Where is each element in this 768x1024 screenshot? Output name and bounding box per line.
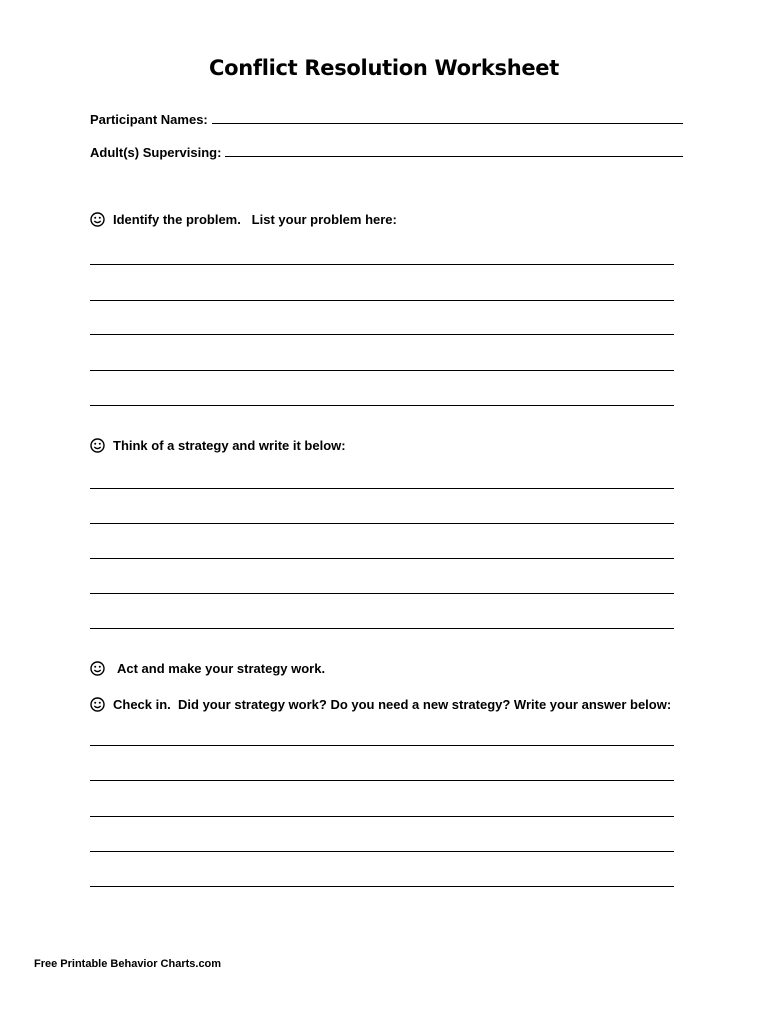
- smiley-icon: [90, 697, 105, 712]
- adults-supervising-blank[interactable]: [225, 155, 683, 157]
- adults-supervising-field: [90, 145, 683, 160]
- answer-line[interactable]: [90, 523, 674, 524]
- step-text: Identify the problem. List your problem here:: [113, 212, 397, 227]
- smiley-icon: [90, 212, 105, 227]
- step-act: [90, 661, 325, 676]
- answer-line[interactable]: [90, 886, 674, 887]
- step-identify-problem: [90, 212, 397, 227]
- adults-supervising-label: Adult(s) Supervising:: [90, 145, 222, 160]
- answer-line[interactable]: [90, 334, 674, 335]
- participant-names-blank[interactable]: [212, 122, 683, 124]
- smiley-icon: [90, 661, 105, 676]
- worksheet-title: Conflict Resolution Worksheet: [209, 56, 559, 80]
- footer-source: Free Printable Behavior Charts.com: [34, 958, 222, 970]
- answer-line[interactable]: [90, 370, 674, 371]
- answer-line[interactable]: [90, 300, 674, 301]
- answer-line[interactable]: [90, 780, 674, 781]
- answer-line[interactable]: [90, 488, 674, 489]
- answer-line[interactable]: [90, 816, 674, 817]
- answer-line[interactable]: [90, 745, 674, 746]
- answer-line[interactable]: [90, 593, 674, 594]
- answer-line[interactable]: [90, 264, 674, 265]
- step-check-in: [90, 697, 671, 712]
- participant-names-field: [90, 112, 683, 127]
- answer-line[interactable]: [90, 558, 674, 559]
- step-text: Think of a strategy and write it below:: [113, 438, 346, 453]
- smiley-icon: [90, 438, 105, 453]
- participant-names-label: Participant Names:: [90, 112, 208, 127]
- step-text: Check in. Did your strategy work? Do you need a new strategy? Write your answer below:: [113, 697, 672, 712]
- step-text: Act and make your strategy work.: [117, 661, 326, 676]
- answer-line[interactable]: [90, 851, 674, 852]
- answer-line[interactable]: [90, 628, 674, 629]
- step-think-strategy: [90, 438, 346, 453]
- answer-line[interactable]: [90, 405, 674, 406]
